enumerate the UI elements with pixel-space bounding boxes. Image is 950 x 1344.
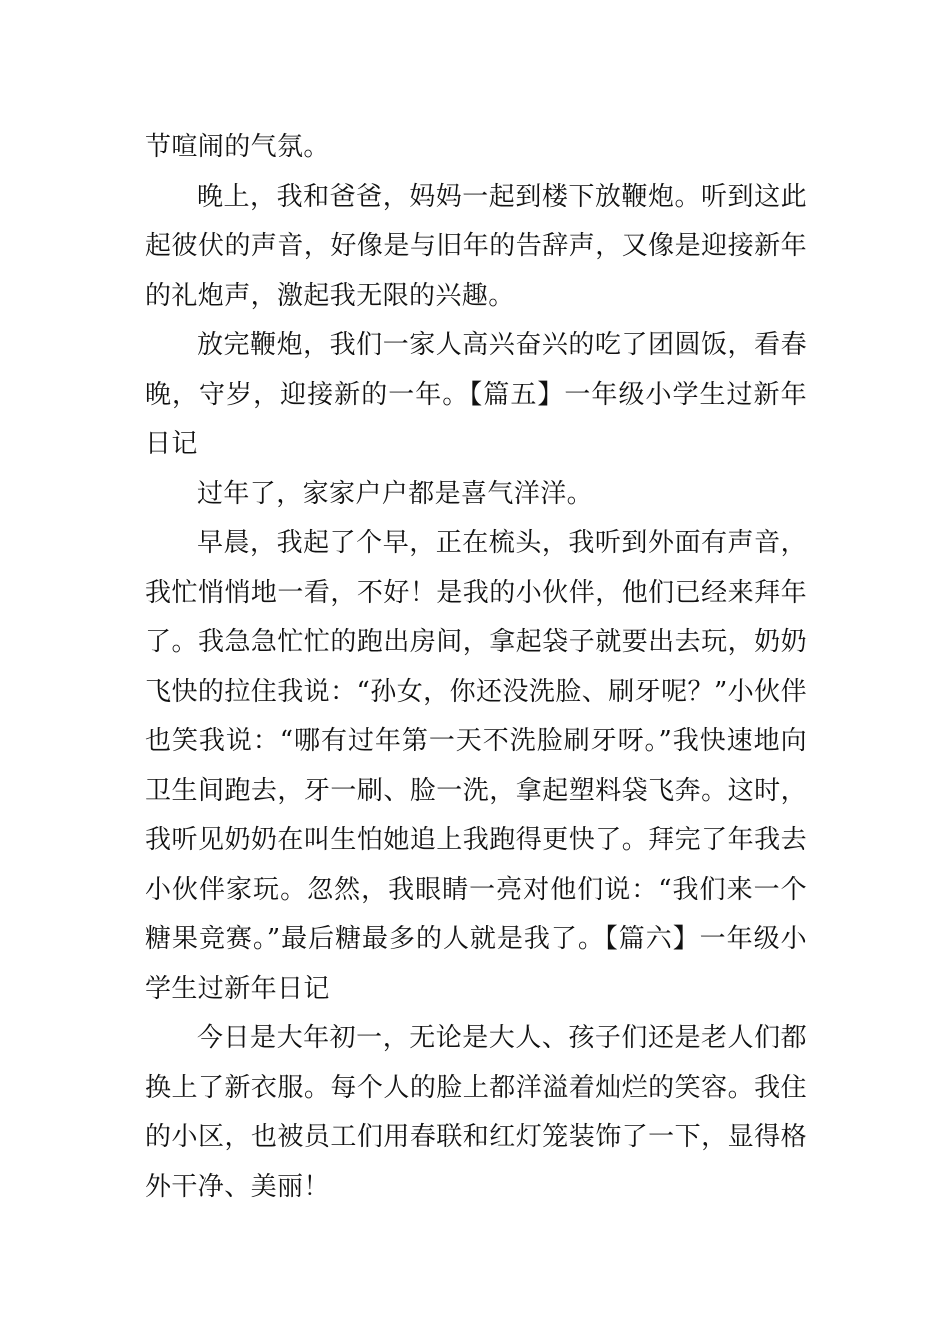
paragraph-firecrackers: 晚上，我和爸爸，妈妈一起到楼下放鞭炮。听到这此起彼伏的声音，好像是与旧年的告辞声，又像是迎接新年的礼炮声，激起我无限的兴趣。 (145, 181, 807, 311)
paragraph-reunion-dinner: 放完鞭炮，我们一家人高兴奋兴的吃了团圆饭，看春晚，守岁，迎接新的一年。【篇五】一年级小学生过新年日记 (145, 330, 807, 459)
paragraph-new-year-festive: 过年了，家家户户都是喜气洋洋。 (197, 478, 594, 509)
paragraph-morning-story: 早晨，我起了个早，正在梳头，我听到外面有声音，我忙悄悄地一看，不好！是我的小伙伴，他们已经来拜年了。我急急忙忙的跑出房间，拿起袋子就要出去玩，奶奶飞快的拉住我说：“孙女，你还没洗脸、刷牙呢？”小伙伴也笑我说：“哪有过年第一天不洗脸刷牙呀。”我快速地向卫生间跑去，牙一刷、脸一洗，拿起塑料袋飞奔。这时，我听见奶奶在叫生怕她追上我跑得更快了。拜完了年我去小伙伴家玩。忽然，我眼睛一亮对他们说：“我们来一个糖果竞赛。”最后糖最多的人就是我了。【篇六】一年级小学生过新年日记 (145, 528, 807, 1004)
paragraph-new-year-day: 今日是大年初一，无论是大人、孩子们还是老人们都换上了新衣服。每个人的脸上都洋溢着灿烂的笑容。我住的小区，也被员工们用春联和红灯笼装饰了一下，显得格外干净、美丽！ (145, 1023, 807, 1202)
paragraph-continuation: 节喧闹的气氛。 (145, 132, 330, 162)
document-body (145, 123, 807, 1212)
